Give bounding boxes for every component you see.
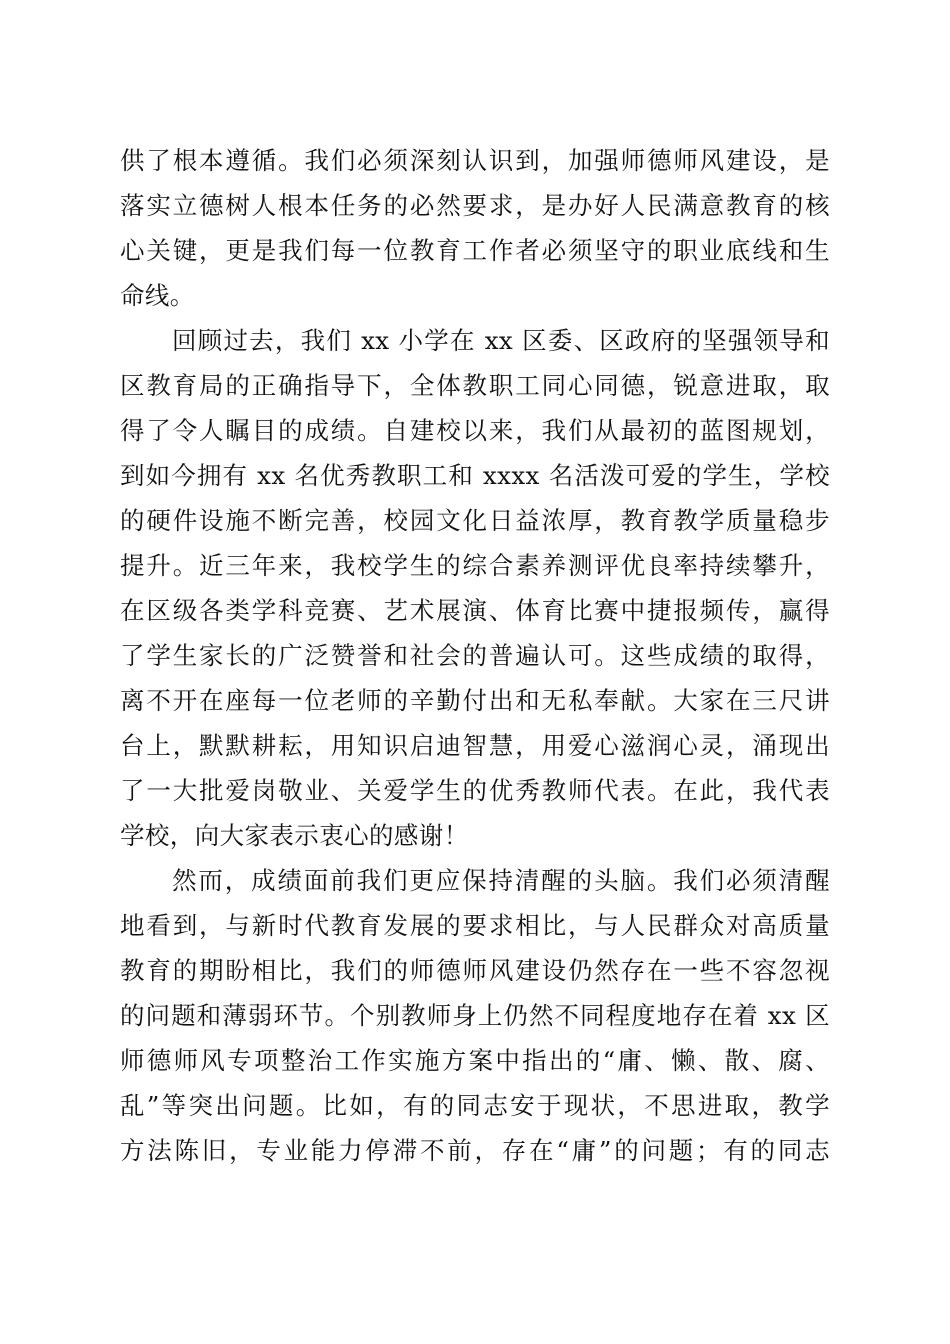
text-line: 师德师风专项整治工作实施方案中指出的“庸、懒、散、腐、 bbox=[120, 1046, 830, 1075]
text-line: 心关键，更是我们每一位教育工作者必须坚守的职业底线和生 bbox=[120, 236, 830, 265]
text-line: 的问题和薄弱环节。个别教师身上仍然不同程度地存在着 xx 区 bbox=[120, 1001, 830, 1030]
document-body bbox=[120, 138, 830, 1173]
text-line: 了学生家长的广泛赞誉和社会的普遍认可。这些成绩的取得， bbox=[120, 641, 830, 670]
text-line: 离不开在座每一位老师的辛勤付出和无私奉献。大家在三尺讲 bbox=[120, 686, 830, 715]
text-line: 学校，向大家表示衷心的感谢！ bbox=[120, 821, 469, 850]
text-line: 台上，默默耕耘，用知识启迪智慧，用爱心滋润心灵，涌现出 bbox=[120, 731, 830, 760]
text-line: 供了根本遵循。我们必须深刻认识到，加强师德师风建设，是 bbox=[120, 146, 830, 175]
text-line: 乱”等突出问题。比如，有的同志安于现状，不思进取，教学 bbox=[120, 1091, 830, 1120]
text-line: 了一大批爱岗敬业、关爱学生的优秀教师代表。在此，我代表 bbox=[120, 776, 830, 805]
text-line: 教育的期盼相比，我们的师德师风建设仍然存在一些不容忽视 bbox=[120, 956, 830, 985]
text-line: 到如今拥有 xx 名优秀教职工和 xxxx 名活泼可爱的学生，学校 bbox=[120, 461, 830, 490]
text-line: 地看到，与新时代教育发展的要求相比，与人民群众对高质量 bbox=[120, 911, 830, 940]
text-line: 命线。 bbox=[120, 281, 195, 310]
text-line: 区教育局的正确指导下，全体教职工同心同德，锐意进取，取 bbox=[120, 371, 830, 400]
text-line: 得了令人瞩目的成绩。自建校以来，我们从最初的蓝图规划， bbox=[120, 416, 830, 445]
text-line: 落实立德树人根本任务的必然要求，是办好人民满意教育的核 bbox=[120, 191, 830, 220]
text-line: 方法陈旧，专业能力停滞不前，存在“庸”的问题；有的同志 bbox=[120, 1136, 830, 1165]
text-line: 提升。近三年来，我校学生的综合素养测评优良率持续攀升， bbox=[120, 551, 830, 580]
text-line: 在区级各类学科竞赛、艺术展演、体育比赛中捷报频传，赢得 bbox=[120, 596, 830, 625]
text-line: 然而，成绩面前我们更应保持清醒的头脑。我们必须清醒 bbox=[172, 866, 830, 895]
text-line: 回顾过去，我们 xx 小学在 xx 区委、区政府的坚强领导和 bbox=[172, 326, 830, 355]
text-line: 的硬件设施不断完善，校园文化日益浓厚，教育教学质量稳步 bbox=[120, 506, 830, 535]
